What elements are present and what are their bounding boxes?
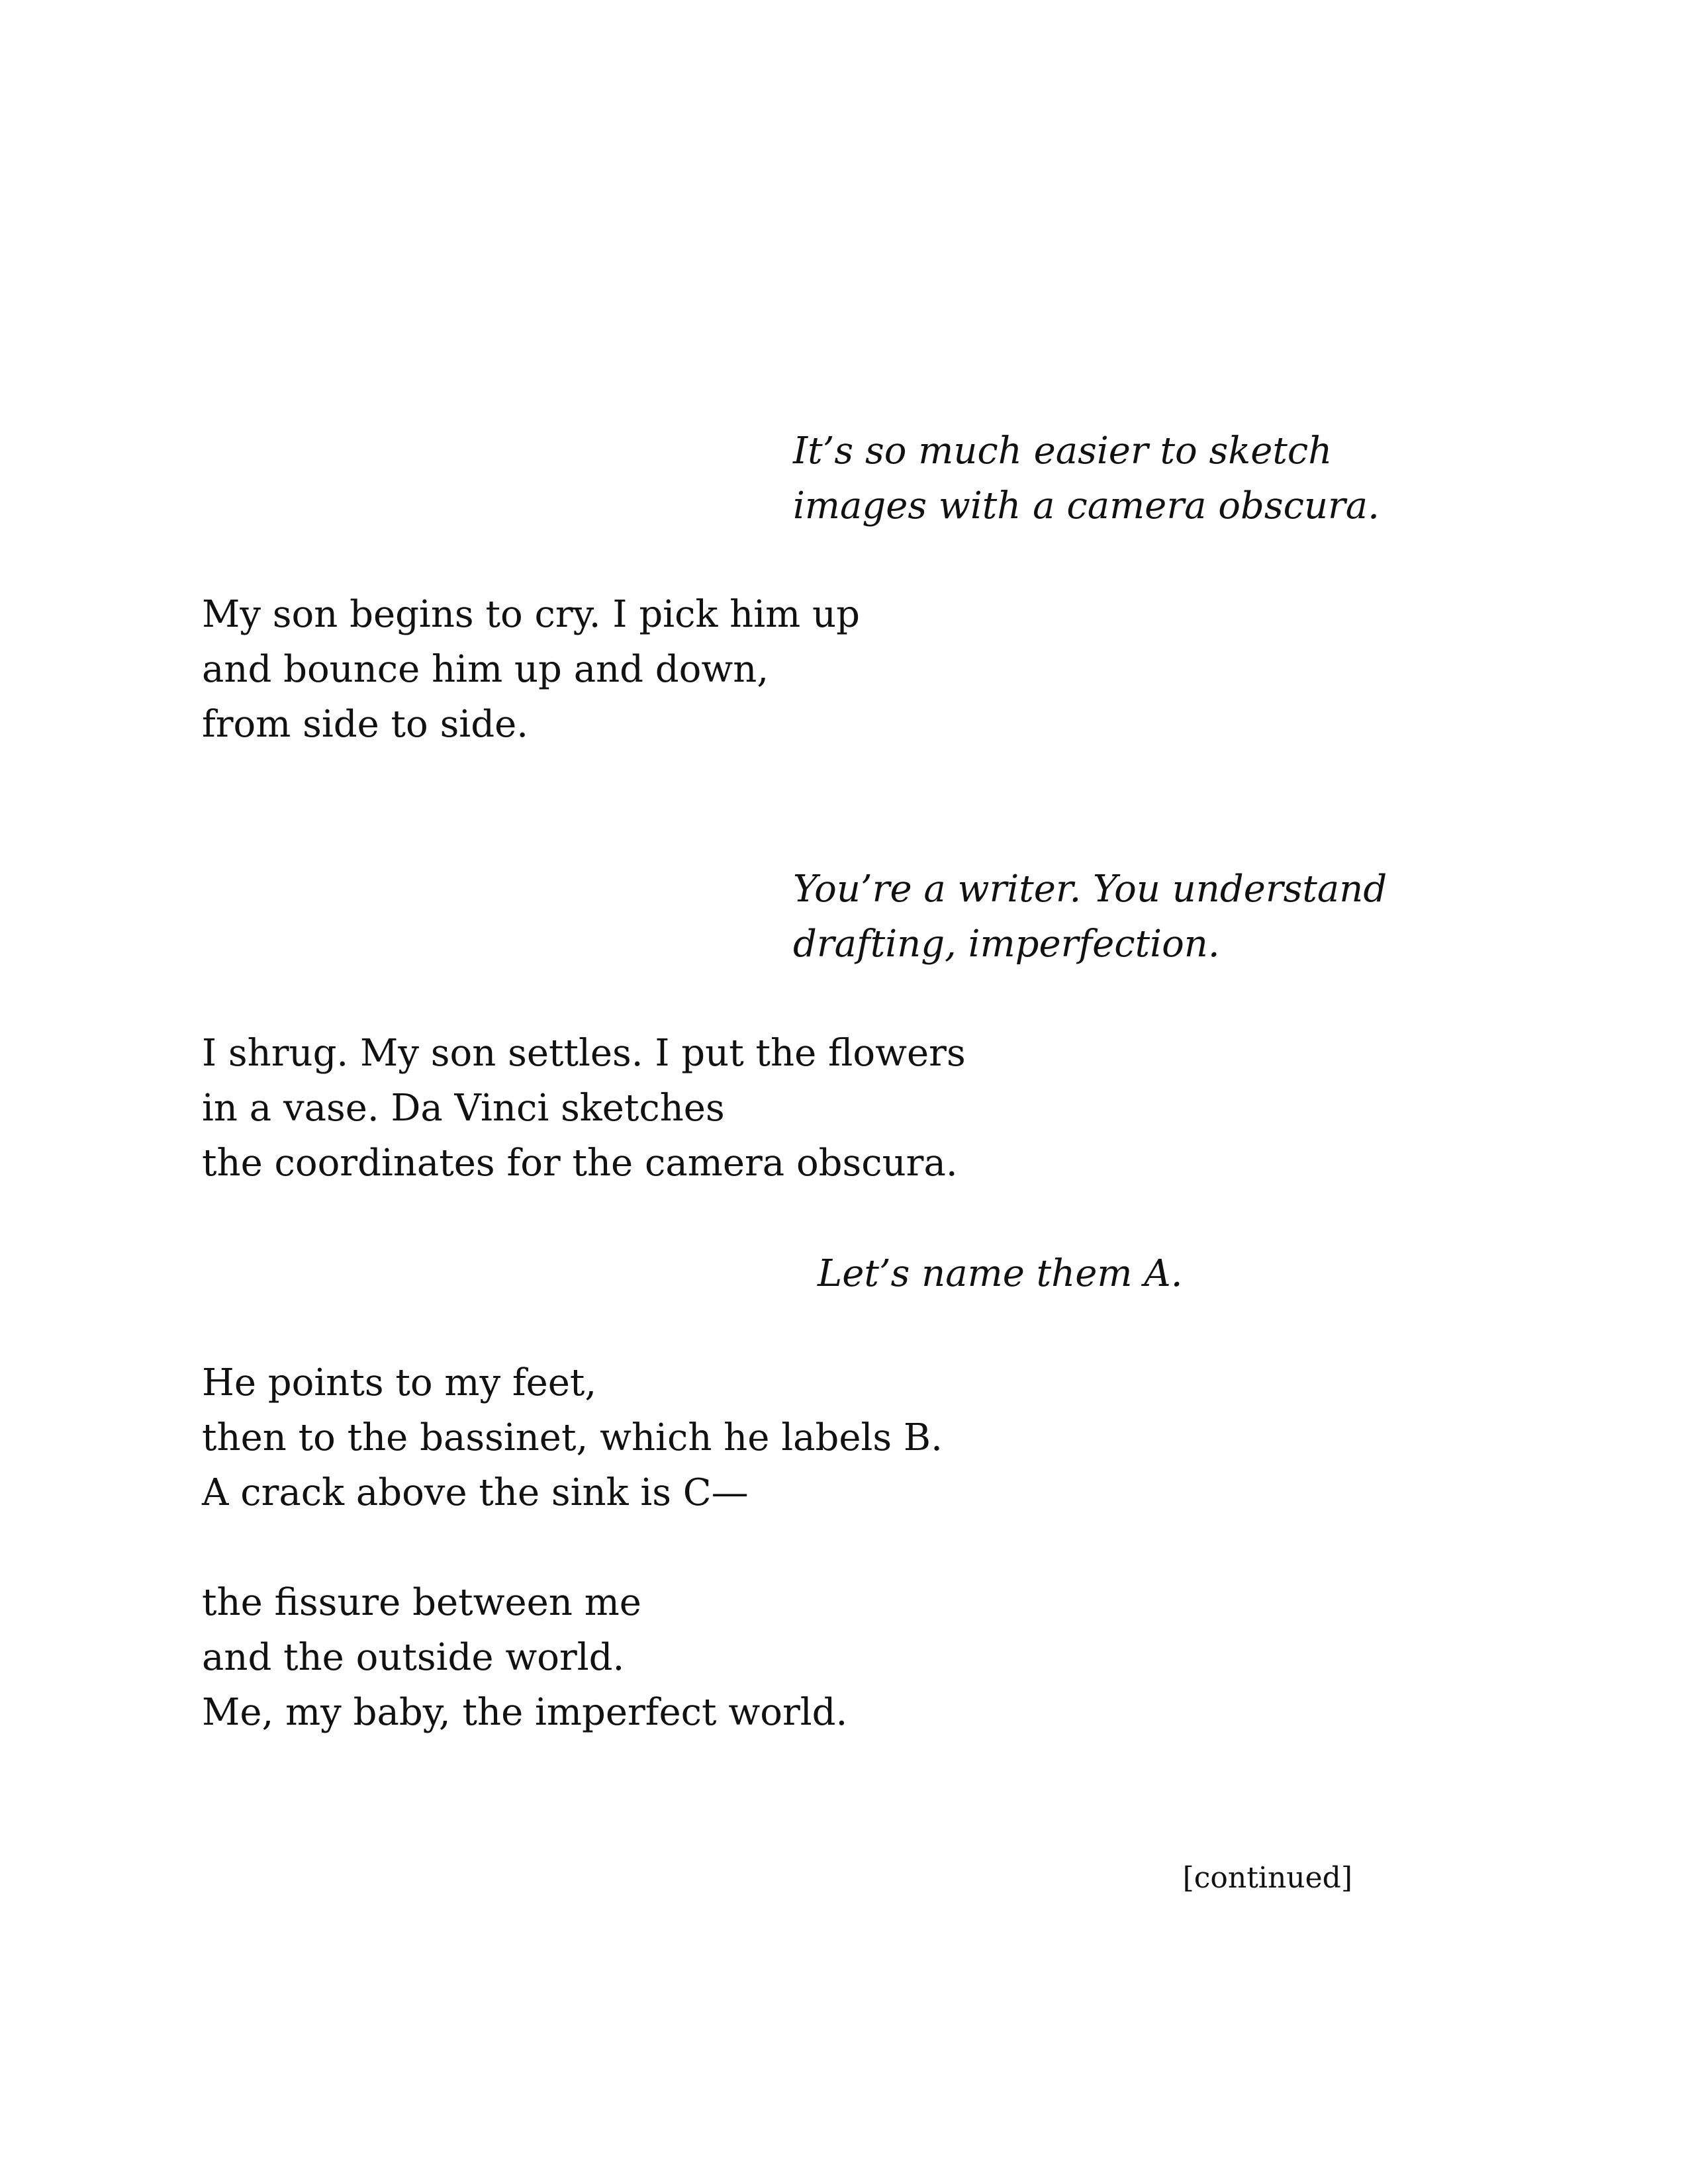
poem-line: He points to my feet,: [202, 1361, 597, 1404]
poem-line: Let’s name them A.: [818, 1252, 1183, 1295]
poem-line: images with a camera obscura.: [793, 484, 1380, 527]
stanza-6: [202, 1355, 943, 1520]
stanza-4: [202, 1026, 966, 1191]
poem-line: in a vase. Da Vinci sketches: [202, 1087, 725, 1130]
poem-line: the fissure between me: [202, 1581, 641, 1624]
poem-line: drafting, imperfection.: [793, 923, 1220, 966]
italic-stanza-5: [818, 1246, 1183, 1301]
continued-label: [continued]: [1182, 1861, 1352, 1895]
poem-line: and bounce him up and down,: [202, 648, 769, 691]
stanza-7: [202, 1575, 847, 1740]
poem-line: My son begins to cry. I pick him up: [202, 593, 860, 636]
stanza-2: [202, 587, 860, 752]
poem-line: A crack above the sink is C—: [202, 1471, 749, 1514]
italic-stanza-3: [793, 862, 1387, 972]
poem-line: I shrug. My son settles. I put the flowers: [202, 1032, 966, 1075]
poem-line: from side to side.: [202, 703, 529, 746]
poem-line: Me, my baby, the imperfect world.: [202, 1691, 848, 1734]
poem-line: and the outside world.: [202, 1636, 625, 1679]
poem-line: then to the bassinet, which he labels B.: [202, 1416, 943, 1459]
poem-line: the coordinates for the camera obscura.: [202, 1142, 958, 1185]
italic-stanza-1: [793, 424, 1380, 533]
poem-line: It’s so much easier to sketch: [793, 430, 1333, 473]
poem-line: You’re a writer. You understand: [793, 868, 1387, 911]
